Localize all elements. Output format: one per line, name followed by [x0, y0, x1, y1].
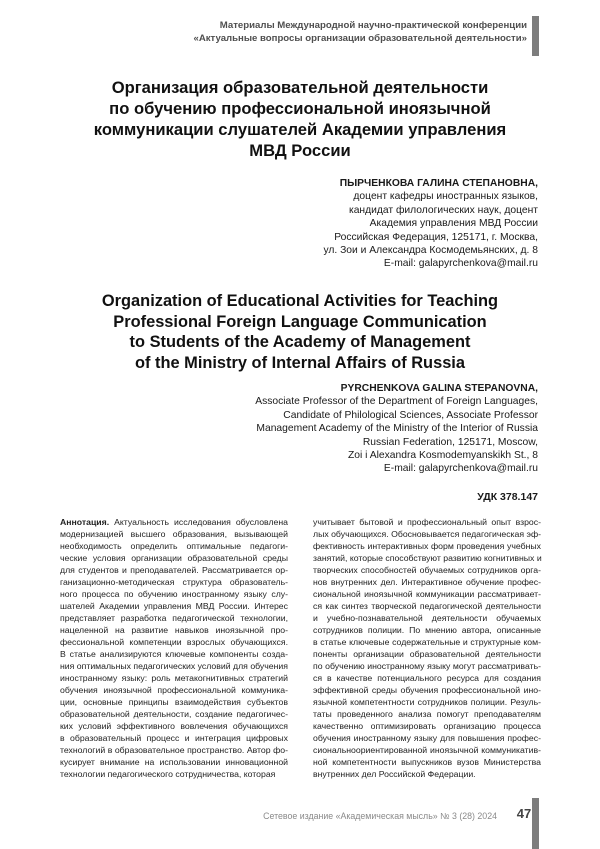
title-en-line: Professional Foreign Language Communication: [113, 312, 487, 331]
abstract-line: шателей Академии управления МВД России. Интерес: [60, 601, 288, 611]
author-ru-line: кандидат филологических наук, доцент: [348, 204, 538, 216]
abstract-line: ких условий эффективного вовлечения обучающихся: [60, 721, 288, 731]
udc-code: УДК 378.147: [477, 491, 538, 503]
author-name-ru: ПЫРЧЕНКОВА ГАЛИНА СТЕПАНОВНА,: [339, 178, 538, 189]
abstract-line: учитывает бытовой и профессиональный опыт взрос-: [313, 517, 541, 527]
abstract-line: кусирует внимание на использовании инновационной: [60, 757, 288, 767]
abstract-line: представляет разработка педагогической технологии,: [60, 613, 288, 623]
abstract-line: образовательной деятельности, создание педагогичес-: [60, 709, 288, 719]
abstract-line: и учебно-познавательной деятельности обучаемых: [313, 613, 541, 623]
author-en-line: Candidate of Philological Sciences, Associate Professor: [283, 409, 538, 421]
author-ru-line: Российская Федерация, 125171, г. Москва,: [334, 231, 538, 243]
abstract-line: эффективной среды обучения профессиональной ино-: [313, 685, 541, 695]
abstract-line: В статье анализируются ключевые компоненты созда-: [60, 649, 288, 659]
title-ru-line: Организация образовательной деятельности: [111, 78, 489, 97]
abstract-line: ния оптимальных педагогических условий для обучения: [60, 661, 288, 671]
abstract-line: ся в качестве потенциального ресурса для создания: [313, 673, 541, 683]
abstract-line: качественно оптимизировать организацию процесса: [313, 721, 541, 731]
abstract-line: сотрудников полиции. По мнению автора, описанные: [313, 625, 541, 635]
author-email-en[interactable]: E-mail: galapyrchenkova@mail.ru: [383, 463, 538, 475]
abstract-line: модернизацией высшего образования, вызывающей: [60, 529, 288, 539]
abstract-line: нов внутренних дел. Интерактивное обучение профес-: [313, 577, 541, 587]
author-block-ru: [323, 177, 538, 271]
author-name-en: PYRCHENKOVA GALINA STEPANOVNA,: [340, 383, 538, 394]
page-number: 47: [516, 806, 532, 821]
abstract-line: в статье ключевые содержательные и структурные ком-: [313, 637, 541, 647]
abstract-line: технологий в образовательное пространство. Автор фо-: [60, 745, 288, 755]
abstract-line: ной компетентности выпускников вузов Министерства: [313, 757, 541, 767]
header-accent-bar: [532, 16, 539, 56]
abstract-line: язычной компетентности сотрудников полиции. Резуль-: [313, 697, 541, 707]
abstract-line: поненты организации образовательной деятельности: [313, 649, 541, 659]
article-title-ru: [40, 77, 560, 161]
author-en-line: Zoi i Alexandra Kosmodemyanskikh St., 8: [347, 450, 538, 462]
article-title-en: [40, 291, 560, 373]
abstract-line: ческие условия организации образовательной среды: [60, 553, 288, 563]
abstract-line: занятий, которые способствуют развитию когнитивных и: [313, 553, 542, 563]
title-en-line: Organization of Educational Activities for Teaching: [101, 292, 499, 310]
title-en-line: of the Ministry of Internal Affairs of Russia: [135, 353, 465, 372]
author-en-line: Russian Federation, 125171, Moscow,: [362, 436, 538, 448]
abstract-line: обучения иноязычной профессиональной коммуника-: [60, 685, 288, 695]
author-ru-line: Академия управления МВД России: [369, 218, 538, 230]
abstract-line: таты проведенного анализа помогут преподавателям: [313, 709, 541, 719]
abstract-line: в образовательный процесс и интеграция цифровых: [60, 733, 288, 743]
abstract-line: внутренних дел Российской Федерации.: [313, 769, 476, 779]
title-en-line: to Students of the Academy of Management: [129, 333, 471, 351]
abstract-line: лых обучающихся. Обосновывается педагогическая эф-: [313, 529, 541, 539]
abstract-line: нацеленной на развитие навыков иноязычной про-: [60, 625, 288, 635]
author-en-line: Management Academy of the Ministry of the Interior of Russia: [256, 423, 538, 435]
abstract-line: фективность интерактивных форм проведения учебных: [313, 541, 541, 551]
title-ru-line: коммуникации слушателей Академии управления: [93, 120, 507, 139]
author-ru-line: доцент кафедры иностранных языков,: [353, 191, 538, 203]
abstract-line: творческих способностей обучаемых сотрудников орга-: [313, 565, 541, 575]
abstract-line: сиональной иноязычной коммуникации рассматривает-: [313, 589, 541, 599]
abstract-line: [60, 516, 288, 528]
abstract-line: ганизационно-методическая структура образователь-: [60, 577, 288, 587]
abstract-line: для студентов и преподавателей. Рассматривается ор-: [60, 565, 288, 575]
journal-footer: Сетевое издание «Академическая мысль» № 3 (28) 2024: [263, 811, 497, 821]
author-en-line: Associate Professor of the Department of Foreign Languages,: [255, 396, 538, 408]
conference-header: [60, 19, 527, 45]
abstract-lead: Аннотация.: [60, 517, 110, 527]
abstract-left-column: [60, 516, 288, 780]
abstract-line: по обучению иностранному языку могут рассматривать-: [313, 661, 541, 671]
abstract-line: иностранному языку: роль метакогнитивных стратегий: [60, 673, 288, 683]
abstract-line: фессиональной компетенции взрослых обучающихся.: [60, 637, 288, 647]
abstract-line: ся как синтез творческой педагогической деятельности: [313, 601, 541, 611]
conference-header-line2: «Актуальные вопросы организации образовательной деятельности»: [193, 33, 527, 44]
abstract-line: сиональноориентированной иноязычной коммуникатив-: [313, 745, 541, 755]
abstract-line: технологии педагогического сотрудничества, которая: [60, 769, 276, 779]
author-email-ru[interactable]: E-mail: galapyrchenkova@mail.ru: [383, 258, 538, 270]
author-block-en: [255, 382, 538, 476]
title-ru-line: МВД России: [249, 141, 351, 160]
title-ru-line: по обучению профессиональной иноязычной: [109, 99, 491, 118]
conference-header-line1: Материалы Международной научно-практической конференции: [219, 20, 527, 31]
abstract-line: ного процесса по обучению иностранному языку слу-: [60, 589, 288, 599]
abstract-line: ции, основные принципы взаимодействия субъектов: [60, 697, 288, 707]
author-ru-line: ул. Зои и Александра Космодемьянских, д. 8: [323, 245, 538, 257]
abstract-line-text: Актуальность исследования обусловлена: [109, 517, 288, 527]
abstract-line: обучения иностранному языку для повышения профес-: [313, 733, 541, 743]
abstract-line: необходимость определить оптимальные педагоги-: [60, 541, 288, 551]
abstract-right-column: [313, 516, 541, 780]
